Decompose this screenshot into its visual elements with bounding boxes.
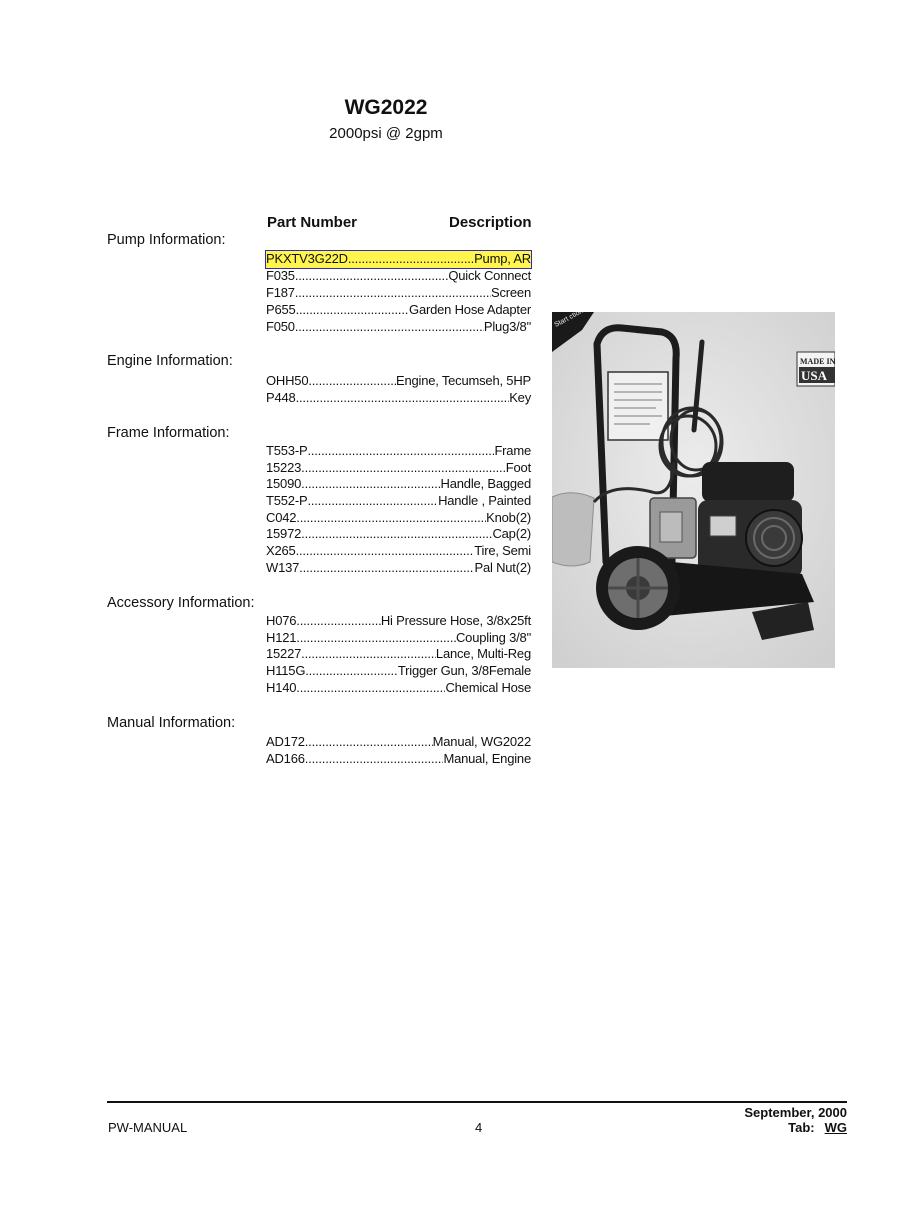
leader-dots [307, 493, 438, 508]
part-description: Handle, Bagged [440, 476, 531, 491]
leader-dots [296, 390, 510, 405]
leader-dots [296, 543, 475, 558]
leader-dots [305, 734, 433, 749]
part-description: Frame [494, 443, 531, 458]
part-number: PKXTV3G22D [266, 251, 348, 266]
part-description: Handle , Painted [438, 493, 531, 508]
part-row [266, 268, 531, 285]
corner-tag-text: Start ctions [553, 312, 588, 329]
part-row [266, 613, 531, 630]
leader-dots [296, 680, 445, 695]
leader-dots [305, 663, 398, 678]
part-row [266, 373, 531, 390]
leader-dots [296, 302, 409, 317]
part-row [266, 663, 531, 680]
part-number: T553-P [266, 443, 308, 458]
part-number: X265 [266, 543, 296, 558]
part-description: Garden Hose Adapter [409, 302, 531, 317]
product-photo [552, 312, 835, 668]
part-row [266, 460, 531, 477]
leader-dots [301, 646, 436, 661]
part-number: W137 [266, 560, 300, 575]
engine-tank [702, 462, 794, 502]
part-description: Trigger Gun, 3/8Female [397, 663, 531, 678]
leader-dots [305, 751, 444, 766]
leader-dots [295, 285, 491, 300]
part-description: Pump, AR [474, 251, 531, 266]
leader-dots [295, 268, 448, 283]
part-number: F050 [266, 319, 295, 334]
part-row [266, 319, 531, 336]
part-number: P448 [266, 390, 296, 405]
footer-manual-name: PW-MANUAL [108, 1120, 188, 1135]
part-description: Quick Connect [448, 268, 531, 283]
part-row [266, 543, 531, 560]
part-number: P655 [266, 302, 296, 317]
badge-top-text: MADE IN [800, 357, 835, 366]
column-header-part-number: Part Number [267, 214, 358, 231]
tab-value: WG [824, 1120, 847, 1135]
part-description: Manual, WG2022 [432, 734, 531, 749]
part-number: T552-P [266, 493, 308, 508]
part-row [266, 560, 531, 577]
leader-dots [348, 251, 474, 266]
part-description: Pal Nut(2) [474, 560, 531, 575]
part-description: Lance, Multi-Reg [435, 646, 531, 661]
part-row [266, 680, 531, 697]
section-label-manual: Manual Information: [107, 715, 236, 731]
tab-label: Tab: [788, 1120, 815, 1135]
part-description: Foot [505, 460, 531, 475]
model-spec: 2000psi @ 2gpm [329, 125, 443, 142]
part-description: Manual, Engine [443, 751, 531, 766]
section-label-accessory: Accessory Information: [107, 595, 255, 611]
section-label-engine: Engine Information: [107, 353, 233, 369]
part-description: Tire, Semi [474, 543, 531, 558]
part-number: H115G [266, 663, 306, 678]
part-description: Screen [491, 285, 531, 300]
part-description: Key [509, 390, 531, 405]
column-header-description: Description [449, 214, 532, 231]
section-label-frame: Frame Information: [107, 425, 230, 441]
leader-dots [296, 630, 456, 645]
footer-date: September, 2000 [744, 1105, 847, 1120]
leader-dots [308, 373, 396, 388]
part-row [266, 751, 531, 768]
leader-dots [301, 460, 506, 475]
instruction-panel [608, 372, 668, 440]
part-number: AD172 [266, 734, 305, 749]
part-row [266, 734, 531, 751]
part-description: Cap(2) [492, 526, 531, 541]
part-number: F187 [266, 285, 295, 300]
part-number: 15972 [266, 526, 302, 541]
badge-bottom-text: USA [801, 368, 828, 383]
part-number: C042 [266, 510, 297, 525]
part-number: H121 [266, 630, 297, 645]
part-number: OHH50 [266, 373, 309, 388]
part-number: 15227 [266, 646, 302, 661]
leader-dots [296, 613, 381, 628]
part-row [266, 476, 531, 493]
part-description: Knob(2) [486, 510, 531, 525]
leader-dots [296, 510, 486, 525]
part-number: 15090 [266, 476, 302, 491]
part-row [266, 526, 531, 543]
page-number: 4 [475, 1120, 483, 1135]
leader-dots [299, 560, 474, 575]
part-row [266, 510, 531, 527]
part-number: H140 [266, 680, 297, 695]
leader-dots [307, 443, 494, 458]
part-row [266, 285, 531, 302]
part-row [266, 630, 531, 647]
part-row [266, 443, 531, 460]
part-description: Engine, Tecumseh, 5HP [395, 373, 531, 388]
section-label-pump: Pump Information: [107, 232, 226, 248]
leader-dots [301, 476, 440, 491]
part-row [266, 646, 531, 663]
part-number: H076 [266, 613, 297, 628]
leader-dots [295, 319, 484, 334]
pressure-washer-illustration [552, 312, 835, 668]
leader-dots [301, 526, 492, 541]
part-description: Plug3/8" [483, 319, 531, 334]
footer-rule [107, 1101, 847, 1103]
part-row [266, 302, 531, 319]
part-number: 15223 [266, 460, 302, 475]
part-number: F035 [266, 268, 295, 283]
part-description: Hi Pressure Hose, 3/8x25ft [380, 613, 531, 628]
part-number: AD166 [266, 751, 305, 766]
part-row [266, 493, 531, 510]
bucket-shape [552, 493, 594, 566]
footer-tab [788, 1120, 847, 1135]
part-row [266, 390, 531, 407]
model-title: WG2022 [344, 96, 428, 119]
part-description: Coupling 3/8" [455, 630, 531, 645]
part-row [266, 251, 531, 268]
part-description: Chemical Hose [445, 680, 531, 695]
